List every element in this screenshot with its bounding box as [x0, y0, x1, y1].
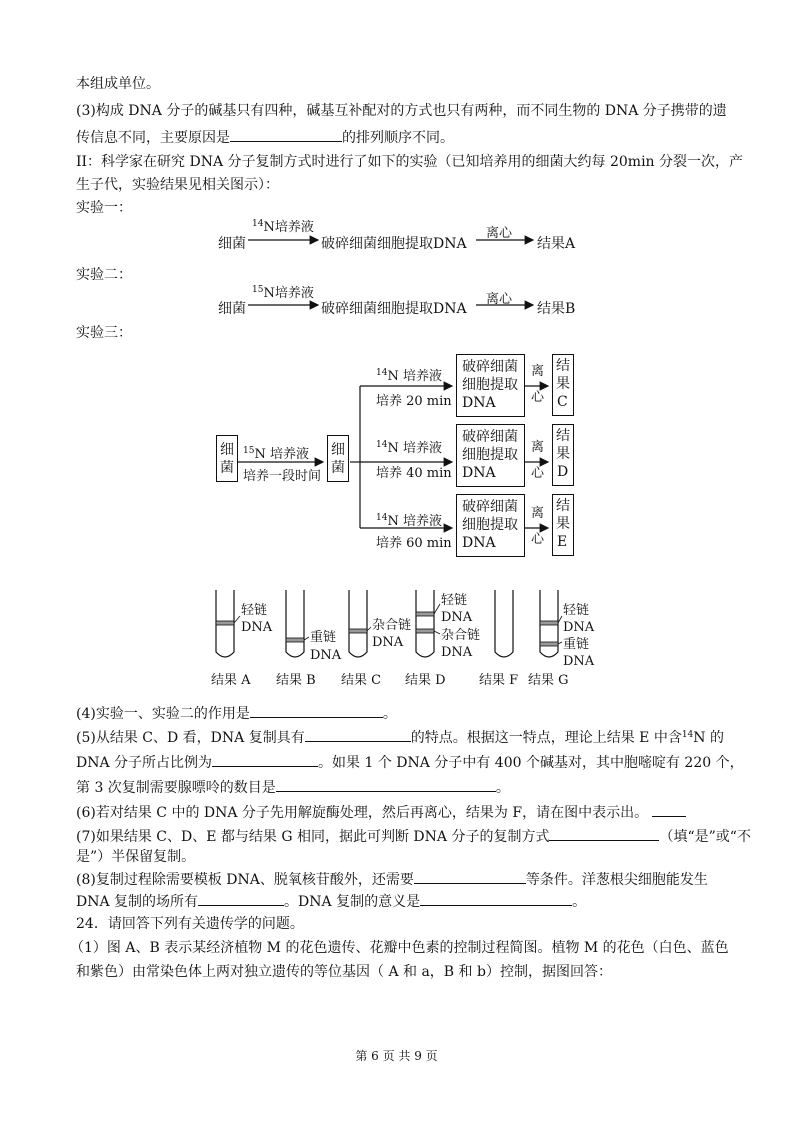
- caption-result-a: 结果 A: [211, 673, 251, 688]
- exp3-branch-isotope-2: 14: [376, 440, 388, 450]
- flow2-result-b: 结果B: [537, 301, 576, 317]
- question-8-prefix: (8)复制过程除需要模板 DNA、脱氧核苷酸外，还需要: [76, 872, 414, 888]
- exp3-start-bacteria-box: [216, 435, 238, 482]
- caption-result-d: 结果 D: [405, 673, 446, 688]
- question-5-isotope: 14: [681, 730, 694, 740]
- tube-g-label-light: 轻链: [563, 603, 590, 618]
- exp3-culture-period: 培养一段时间: [243, 469, 322, 484]
- answer-blank-5c[interactable]: [276, 777, 496, 792]
- caption-result-b: 结果 B: [276, 673, 316, 688]
- answer-blank-8c[interactable]: [420, 891, 572, 906]
- flow1-centrifuge: 离心: [486, 226, 513, 241]
- flow1-medium-label: N培养液: [263, 220, 314, 235]
- band-d-light: [416, 612, 434, 616]
- extract-line: 细胞提取: [462, 517, 518, 533]
- exp3-time-2: 培养 40 min: [376, 466, 452, 481]
- exp3-extract-box-3: [456, 494, 525, 557]
- experiment-3-label: 实验三：: [76, 325, 132, 341]
- exp3-result-e-box: [552, 494, 574, 556]
- answer-blank-6[interactable]: [652, 802, 686, 817]
- extract-line: DNA: [462, 535, 496, 551]
- extract-line: 细胞提取: [462, 447, 518, 463]
- question-5-mid: 的特点。根据这一特点，理论上结果 E 中含: [410, 730, 682, 746]
- exp3-branch-medium-2: [376, 437, 442, 456]
- question-5c-prefix: 第 3 次复制需要腺嘌呤的数目是: [76, 780, 276, 796]
- question-6: [76, 802, 686, 823]
- extract-line: 破碎细菌: [462, 429, 518, 445]
- extract-line: 细胞提取: [462, 377, 518, 393]
- question-4-suffix: 。: [382, 706, 397, 722]
- question-8-suffix: 等条件。洋葱根尖细胞能发生: [525, 872, 708, 888]
- exp3-extract-box-1: [456, 354, 525, 417]
- tube-c-label-dna: DNA: [372, 635, 404, 650]
- exp3-branch-medium-label-3: N 培养液: [387, 514, 442, 529]
- question-7-suffix: （填“是”或“不: [659, 829, 751, 845]
- result-char: 果: [556, 446, 570, 462]
- exp3-n15-medium: [243, 443, 309, 462]
- exp3-start-char-1: 细: [220, 442, 234, 458]
- question-3-line1: (3)构成 DNA 分子的碱基只有四种，碱基互补配对的方式也只有两种，而不同生物的 DNA 分子携带的遗: [76, 103, 727, 119]
- band-g-heavy: [540, 642, 558, 646]
- answer-blank-4[interactable]: [250, 703, 383, 718]
- tube-c-label-hybrid: 杂合链: [372, 618, 412, 633]
- question-7-line1: [76, 826, 751, 847]
- question-24-1-line1: （1）图 A、B 表示某经济植物 M 的花色遗传、花瓣中色素的控制过程简图。植物 M 的花色（白色、蓝色: [70, 940, 729, 956]
- extract-line: DNA: [462, 395, 496, 411]
- question-24: 24．请回答下列有关遗传学的问题。: [76, 916, 304, 932]
- question-8b-mid: 。DNA 复制的意义是: [284, 894, 421, 910]
- caption-result-c: 结果 C: [341, 673, 382, 688]
- result-char: 果: [556, 376, 570, 392]
- tube-f: [495, 590, 513, 657]
- extract-line: DNA: [462, 465, 496, 481]
- tube-c: [349, 590, 367, 657]
- question-4: [76, 703, 397, 724]
- question-3-suffix: 的排列顺序不同。: [342, 130, 454, 146]
- answer-blank-5a[interactable]: [305, 727, 411, 742]
- caption-result-g: 结果 G: [528, 673, 569, 688]
- result-letter: D: [557, 464, 569, 480]
- flow1-bacteria: 细菌: [218, 236, 246, 252]
- question-8b-suffix: 。: [572, 894, 587, 910]
- answer-blank-8a[interactable]: [414, 869, 526, 884]
- tube-g-label-dna-2: DNA: [563, 654, 595, 669]
- exp3-extract-box-2: [456, 424, 525, 487]
- text-line: 本组成单位。: [76, 76, 160, 92]
- result-letter: C: [557, 394, 568, 410]
- exp3-branch-medium-3: [376, 510, 442, 529]
- flow2-extract: 破碎细菌细胞提取DNA: [321, 301, 467, 317]
- part-2-line1: II：科学家在研究 DNA 分子复制方式时进行了如下的实验（已知培养用的细菌大约每 20min 分裂一次，产: [76, 154, 744, 170]
- answer-blank-5b[interactable]: [212, 752, 318, 767]
- exp3-mid-bacteria-box: [327, 435, 349, 482]
- exp3-branch-medium-label-1: N 培养液: [387, 369, 442, 384]
- band-d-hybrid: [416, 629, 434, 633]
- result-char: 果: [556, 516, 570, 532]
- tube-d-label-light: 轻链: [441, 593, 468, 608]
- result-char: 结: [556, 498, 570, 514]
- exp3-branch-isotope-3: 14: [376, 513, 388, 523]
- flow2-bacteria: 细菌: [218, 301, 246, 317]
- extract-line: 破碎细菌: [462, 499, 518, 515]
- flow2-medium-label: N培养液: [263, 286, 314, 301]
- extract-line: 破碎细菌: [462, 359, 518, 375]
- band-c-hybrid: [349, 629, 367, 633]
- result-char: 结: [556, 358, 570, 374]
- question-8-line2: [76, 891, 586, 912]
- exp3-branch-medium-label-2: N 培养液: [387, 441, 442, 456]
- exp3-start-char-2: 菌: [220, 460, 234, 476]
- exp3-branch-isotope-1: 14: [376, 368, 388, 378]
- question-6-text: (6)若对结果 C 中的 DNA 分子先用解旋酶处理，然后再离心，结果为 F，请在图中表示出。: [76, 805, 649, 821]
- question-5-suffix: N 的: [693, 730, 724, 746]
- tube-d-label-hybrid: 杂合链: [441, 628, 481, 643]
- tube-d-label-dna-2: DNA: [441, 645, 473, 660]
- question-5b-prefix: DNA 分子所占比例为: [76, 755, 213, 771]
- exp3-time-3: 培养 60 min: [376, 536, 452, 551]
- exp3-result-d-box: [552, 424, 574, 486]
- question-7-line2: 是”）半保留复制。: [76, 849, 196, 865]
- band-b-heavy: [286, 638, 304, 642]
- experiment-2-label: 实验二：: [76, 267, 132, 283]
- exp3-cent-1a: 离: [531, 364, 545, 379]
- answer-blank-8b[interactable]: [198, 891, 284, 906]
- question-4-prefix: (4)实验一、实验二的作用是: [76, 706, 250, 722]
- exp3-branch-medium-1: [376, 365, 442, 384]
- experiment-1-label: 实验一：: [76, 200, 132, 216]
- flow2-isotope: 15: [252, 285, 264, 295]
- question-5-line3: [76, 777, 510, 798]
- exp3-result-c-box: [552, 354, 574, 416]
- tube-b-label-dna: DNA: [310, 648, 342, 663]
- page-footer: 第 6 页 共 9 页: [355, 1049, 438, 1063]
- exp3-cent-1b: 心: [531, 390, 545, 405]
- tube-a-label-light: 轻链: [241, 603, 268, 618]
- flow1-result-a: 结果A: [537, 236, 576, 252]
- exp3-cent-2b: 心: [531, 466, 545, 481]
- result-letter: E: [557, 534, 568, 550]
- question-8b-prefix: DNA 复制的场所有: [76, 894, 199, 910]
- tube-g-label-heavy: 重链: [563, 637, 590, 652]
- tube-d-label-dna-1: DNA: [441, 610, 473, 625]
- exp3-n15-isotope: 15: [243, 446, 255, 456]
- caption-result-f: 结果 F: [479, 673, 519, 688]
- exp3-mid-char-2: 菌: [331, 460, 345, 476]
- question-8-line1: [76, 869, 708, 890]
- part-2-line2: 生子代，实验结果见相关图示）：: [76, 177, 279, 193]
- question-5-line1: [76, 727, 724, 748]
- flow1-isotope: 14: [252, 219, 264, 229]
- tube-b-label-heavy: 重链: [310, 630, 337, 645]
- question-5c-suffix: 。: [495, 780, 510, 796]
- exp3-mid-char-1: 细: [331, 442, 345, 458]
- exp3-cent-3a: 离: [531, 506, 545, 521]
- exp3-cent-3b: 心: [531, 532, 545, 547]
- flow1-extract: 破碎细菌细胞提取DNA: [321, 236, 467, 252]
- tube-g-label-dna-1: DNA: [563, 620, 595, 635]
- tube-a-label-dna: DNA: [241, 620, 273, 635]
- question-5-line2: [76, 752, 744, 773]
- answer-blank-7[interactable]: [549, 826, 659, 841]
- question-24-1-line2: 和紫色）由常染色体上两对独立遗传的等位基因（ A 和 a，B 和 b）控制，据图回答：: [76, 964, 612, 980]
- tube-b: [286, 590, 304, 657]
- exp3-cent-2a: 离: [531, 440, 545, 455]
- question-7-prefix: (7)如果结果 C、D、E 都与结果 G 相同，据此可判断 DNA 分子的复制方式: [76, 829, 550, 845]
- exp3-time-1: 培养 20 min: [376, 394, 452, 409]
- result-char: 结: [556, 428, 570, 444]
- question-5-prefix: (5)从结果 C、D 看，DNA 复制具有: [76, 730, 305, 746]
- band-g-light: [540, 621, 558, 625]
- tube-d: [416, 590, 434, 657]
- question-3-prefix: 传信息不同，主要原因是: [76, 130, 230, 146]
- exp3-n15-label: N 培养液: [254, 447, 309, 462]
- question-5b-suffix: 。如果 1 个 DNA 分子中有 400 个碱基对，其中胞嘧啶有 220 个，: [318, 755, 744, 771]
- flow2-centrifuge: 离心: [486, 292, 513, 307]
- band-a-light: [216, 621, 234, 625]
